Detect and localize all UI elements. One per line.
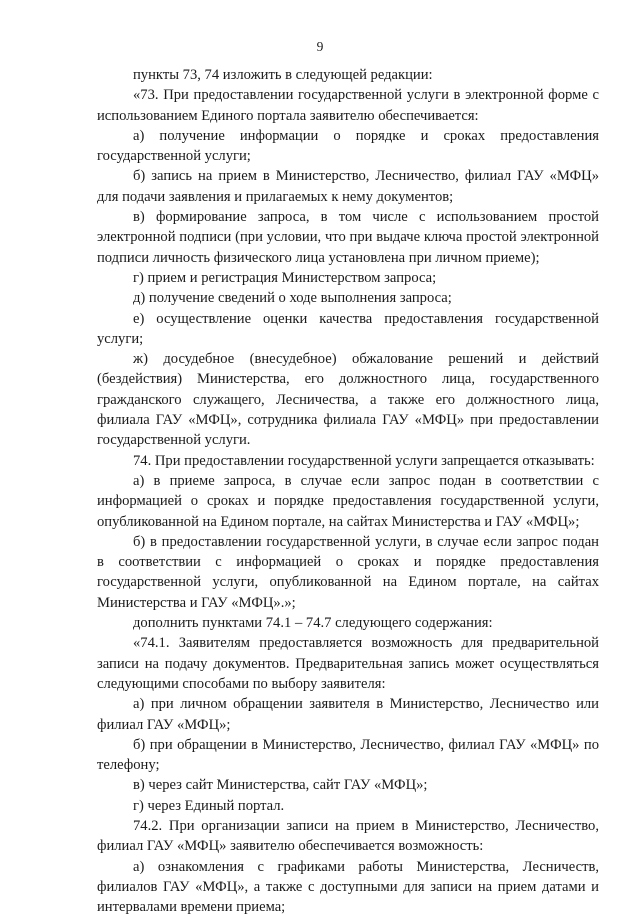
paragraph-74: 74. При предоставлении государственной услуги запрещается отказывать:	[133, 452, 595, 469]
paragraph-74-1-b: б) при обращении в Министерство, Лесничество, филиал ГАУ «МФЦ» по телефону;	[97, 736, 599, 774]
paragraph-74-1: «74.1. Заявителям предоставляется возможность для предварительной записи на подачу документов. Предварительная запись может осуществляться следующими способами по выбору заявителя:	[97, 635, 599, 692]
paragraph-73-e: е) осуществление оценки качества предоставления государственной услуги;	[97, 310, 599, 347]
paragraph-74-a: а) в приеме запроса, в случае если запрос подан в соответствии с информацией о сроках и порядке предоставления государственной услуги, опубликованной на Едином портале, на сайтах Министерства и ГАУ «МФЦ»;	[97, 472, 599, 530]
paragraph-74-1-g: г) через Единый портал.	[133, 797, 285, 814]
paragraph-73-a: а) получение информации о порядке и сроках предоставления государственной услуги;	[97, 127, 599, 165]
paragraph-intro-74-1: дополнить пунктами 74.1 – 74.7 следующего содержания:	[133, 615, 493, 632]
paragraph-74-1-a: а) при личном обращении заявителя в Министерство, Лесничество или филиал ГАУ «МФЦ»;	[97, 696, 599, 733]
paragraph-intro-73-74: пункты 73, 74 изложить в следующей редакции:	[133, 67, 433, 83]
paragraph-73-d: д) получение сведений о ходе выполнения запроса;	[133, 290, 452, 307]
paragraph-73-b: б) запись на прием в Министерство, Лесничество, филиал ГАУ «МФЦ» для подачи заявления и прилагаемых к нему документов;	[97, 168, 599, 205]
document-body	[97, 65, 599, 917]
page-number: 9	[316, 39, 324, 54]
paragraph-74-2: 74.2. При организации записи на прием в Министерство, Лесничество, филиал ГАУ «МФЦ» заявителю обеспечивается возможность:	[97, 817, 599, 855]
paragraph-73-g: г) прием и регистрация Министерством запроса;	[133, 269, 437, 286]
paragraph-74-1-v: в) через сайт Министерства, сайт ГАУ «МФЦ»;	[133, 777, 428, 794]
paragraph-73-zh: ж) досудебное (внесудебное) обжалование решений и действий (бездействия) Министерства, его должностного лица, государственного гражданского служащего, Лесничества, а также его должностного лица, филиала ГАУ «МФЦ», сотрудника филиала ГАУ «МФЦ» при предоставлении государственной услуги.	[97, 351, 599, 449]
paragraph-73: «73. При предоставлении государственной услуги в электронной форме с использованием Единого портала заявителю обеспечивается:	[97, 87, 599, 124]
paragraph-74-2-a: а) ознакомления с графиками работы Министерства, Лесничеств, филиалов ГАУ «МФЦ», а также с доступными для записи на прием датами и интервалами времени приема;	[97, 858, 599, 916]
paragraph-73-v: в) формирование запроса, в том числе с использованием простой электронной подписи (при условии, что при выдаче ключа простой электронной подписи личность физического лица установлена при личном приеме);	[97, 209, 599, 266]
paragraph-74-b: б) в предоставлении государственной услуги, в случае если запрос подан в соответствии с информацией о сроках и порядке предоставления государственной услуги, опубликованной на Едином портале, на сайтах Министерства и ГАУ «МФЦ».»;	[97, 533, 599, 611]
